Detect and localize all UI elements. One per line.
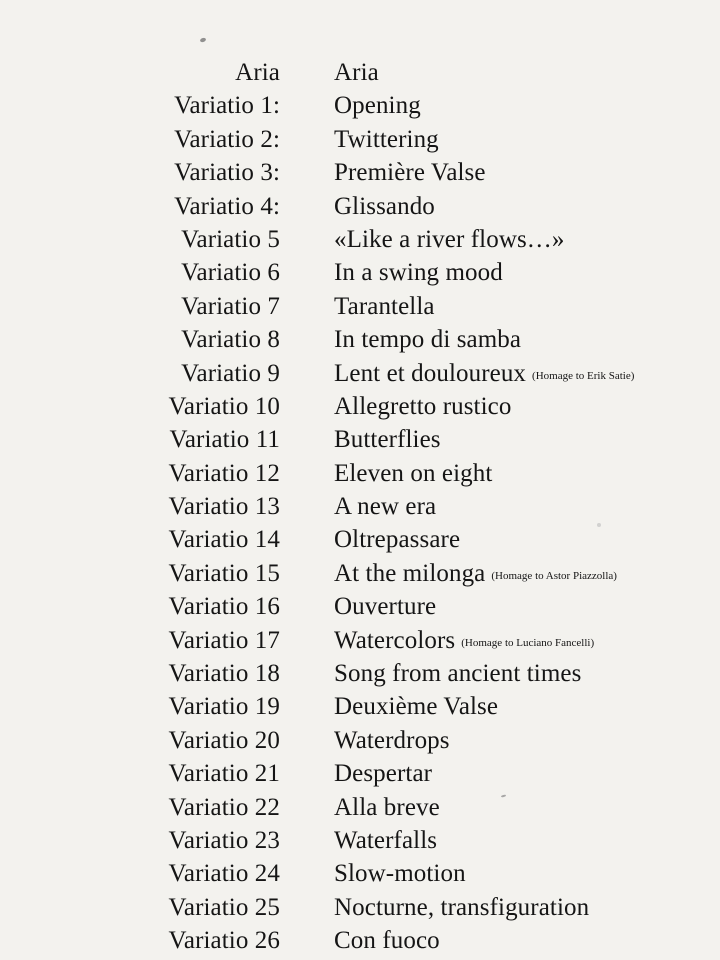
piece-title: Eleven on eight	[334, 459, 493, 487]
variation-label: Variatio 3:	[174, 159, 280, 187]
variation-label: Variatio 15	[168, 559, 280, 587]
track-row	[0, 89, 720, 122]
piece-title: Slow-motion	[334, 860, 466, 888]
piece-title: Ouverture	[334, 593, 437, 621]
variation-label: Variatio 16	[168, 593, 280, 621]
variation-label: Variatio 22	[168, 793, 280, 821]
track-row	[0, 891, 720, 924]
piece-title: Glissando	[334, 192, 435, 220]
variation-label: Variatio 17	[168, 626, 280, 654]
piece-title: Song from ancient times	[334, 660, 582, 688]
variation-label: Variatio 25	[168, 893, 280, 921]
track-row	[0, 256, 720, 289]
piece-title: Tarantella	[334, 292, 435, 320]
track-row	[0, 156, 720, 189]
variation-label: Variatio 23	[168, 826, 280, 854]
piece-title: Waterfalls	[334, 826, 438, 854]
track-row	[0, 457, 720, 490]
track-row	[0, 757, 720, 790]
track-list	[0, 56, 720, 958]
piece-title: Butterflies	[334, 426, 441, 454]
variation-label: Variatio 12	[168, 459, 280, 487]
track-row	[0, 557, 720, 590]
variation-label: Variatio 21	[168, 760, 280, 788]
piece-title: A new era	[334, 493, 437, 521]
track-row	[0, 924, 720, 957]
track-row	[0, 323, 720, 356]
variation-label: Variatio 20	[168, 726, 280, 754]
piece-title: Oltrepassare	[334, 526, 461, 554]
piece-title: In a swing mood	[334, 259, 503, 287]
variation-label: Variatio 5	[181, 225, 280, 253]
variation-label: Variatio 8	[181, 326, 280, 354]
track-row	[0, 657, 720, 690]
piece-title: Lent et douloureux (Homage to Erik Satie)	[334, 359, 635, 387]
piece-title: Watercolors (Homage to Luciano Fancelli)	[334, 626, 595, 654]
track-row	[0, 490, 720, 523]
variation-label: Variatio 14	[168, 526, 280, 554]
variation-label: Variatio 19	[168, 693, 280, 721]
track-row	[0, 624, 720, 657]
piece-title: Première Valse	[334, 159, 486, 187]
track-row	[0, 190, 720, 223]
variation-label: Variatio 13	[168, 493, 280, 521]
track-row	[0, 724, 720, 757]
piece-title: Waterdrops	[334, 726, 450, 754]
variation-label: Variatio 24	[168, 860, 280, 888]
track-row	[0, 56, 720, 89]
variation-label: Variatio 1:	[174, 92, 280, 120]
track-row	[0, 523, 720, 556]
piece-title: Aria	[334, 59, 379, 86]
piece-title: Despertar	[334, 760, 433, 788]
piece-title: Twittering	[334, 125, 439, 153]
variation-label: Variatio 26	[168, 927, 280, 955]
piece-title: Opening	[334, 92, 421, 120]
homage-note: (Homage to Astor Piazzolla)	[491, 569, 617, 582]
ink-speck	[199, 37, 206, 43]
piece-title: Deuxième Valse	[334, 693, 499, 721]
track-row	[0, 290, 720, 323]
piece-title: Con fuoco	[334, 927, 440, 955]
track-row	[0, 824, 720, 857]
track-row	[0, 357, 720, 390]
piece-title: Alla breve	[334, 793, 440, 821]
homage-note: (Homage to Erik Satie)	[532, 369, 635, 382]
track-row	[0, 390, 720, 423]
track-row	[0, 791, 720, 824]
track-row	[0, 123, 720, 156]
variation-label: Variatio 6	[181, 259, 280, 287]
variation-label: Variatio 18	[168, 660, 280, 688]
track-row	[0, 223, 720, 256]
track-row	[0, 857, 720, 890]
homage-note: (Homage to Luciano Fancelli)	[461, 636, 595, 649]
piece-title: «Like a river flows…»	[334, 225, 565, 253]
variation-label: Aria	[235, 59, 280, 86]
piece-title: Nocturne, transfiguration	[334, 893, 590, 921]
variation-label: Variatio 4:	[174, 192, 280, 220]
piece-title: Allegretto rustico	[334, 392, 512, 420]
track-row	[0, 423, 720, 456]
variation-label: Variatio 2:	[174, 125, 280, 153]
track-row	[0, 690, 720, 723]
variation-label: Variatio 10	[168, 392, 280, 420]
variation-label: Variatio 11	[169, 426, 280, 454]
variation-label: Variatio 9	[181, 359, 280, 387]
track-row	[0, 590, 720, 623]
piece-title: At the milonga (Homage to Astor Piazzolla)	[334, 559, 617, 587]
piece-title: In tempo di samba	[334, 326, 522, 354]
variation-label: Variatio 7	[181, 292, 280, 320]
